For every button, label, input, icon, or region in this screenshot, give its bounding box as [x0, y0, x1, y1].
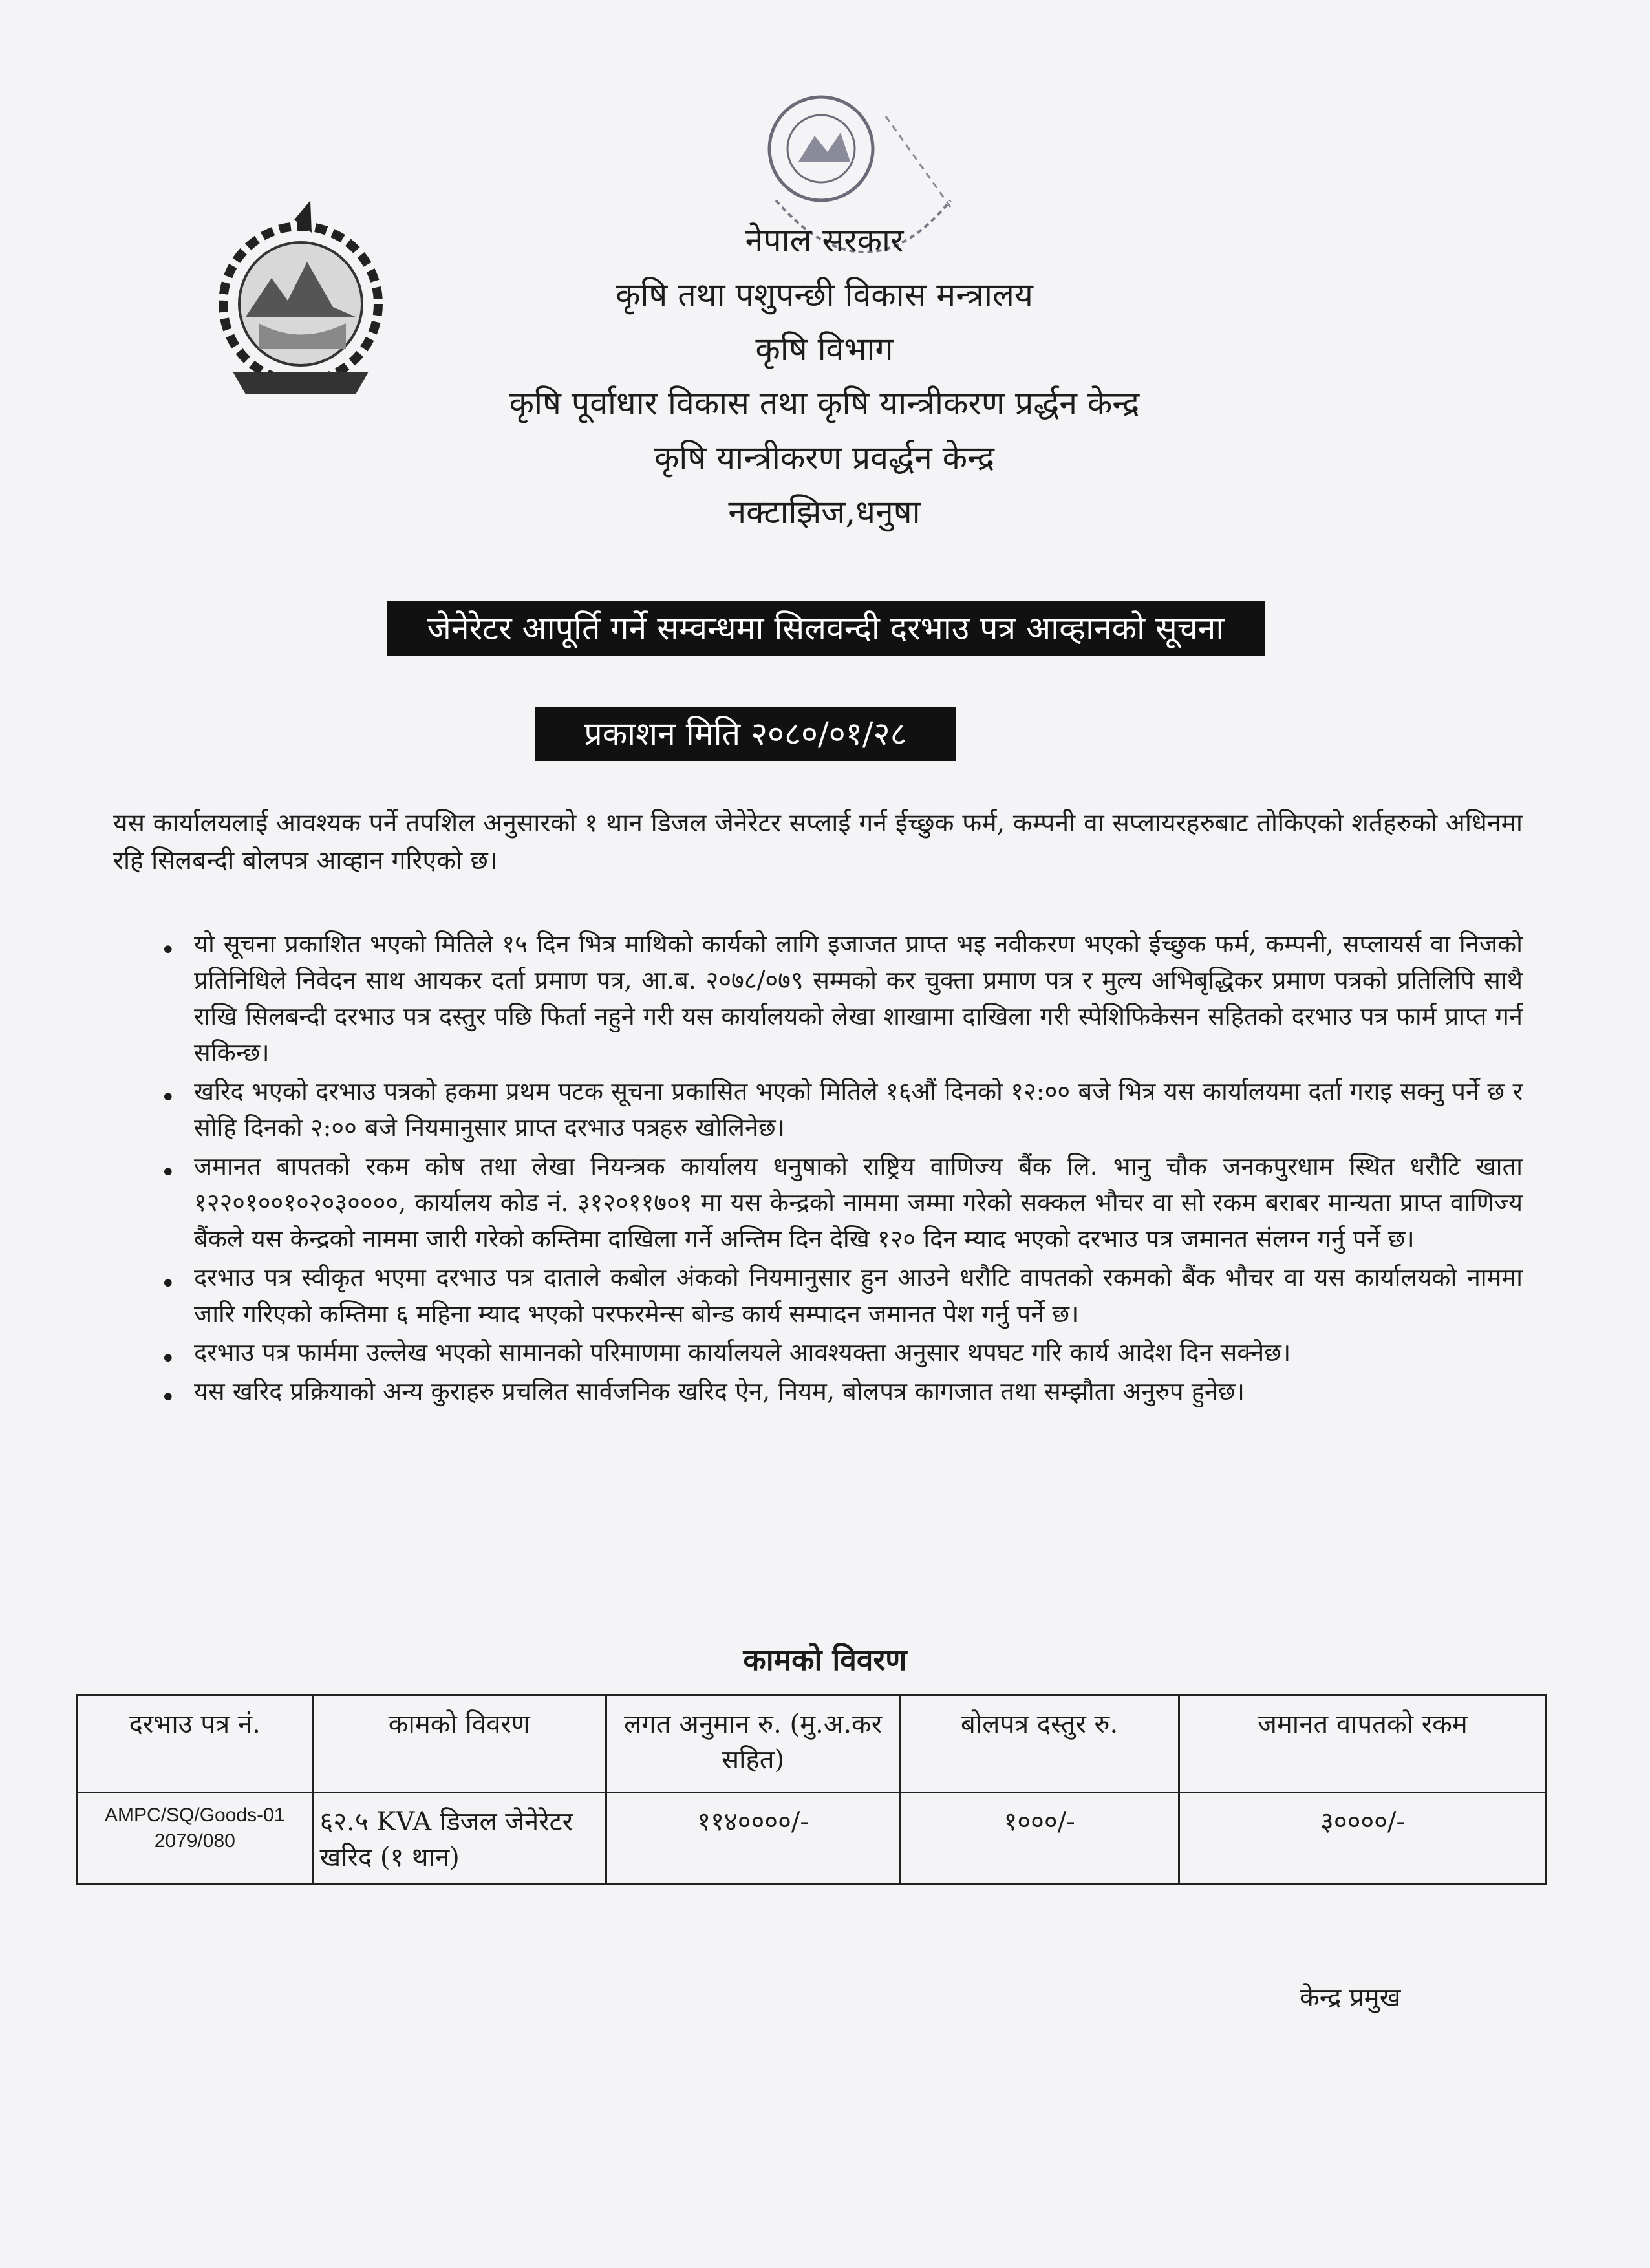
column-header-security: जमानत वापतको रकम — [1179, 1695, 1546, 1793]
signature-title: केन्द्र प्रमुख — [1300, 1983, 1401, 2013]
center-name: कृषि यान्त्रीकरण प्रवर्द्धन केन्द्र — [654, 439, 995, 476]
list-item — [149, 1373, 1523, 1413]
condition-text: दरभाउ पत्र फार्ममा उल्लेख भएको सामानको परिमाणमा कार्यालयले आवश्यक्ता अनुसार थपघट गरि कार्य आदेश दिन सक्नेछ। — [194, 1338, 1291, 1367]
list-item — [149, 926, 1523, 1071]
cell-description: ६२.५ KVA डिजल जेनेरेटर खरिद (१ थान) — [312, 1793, 606, 1884]
condition-text: खरिद भएको दरभाउ पत्रको हकमा प्रथम पटक सूचना प्रकासित भएको मितिले १६औं दिनको १२:०० बजे भित्र यस कार्यालयमा दर्ता गराइ सक्नु पर्ने छ र सोहि दिनको २:०० बजे नियमानुसार प्राप्त दरभाउ पत्रहरु खोलिनेछ। — [194, 1077, 1523, 1142]
cell-fee: १०००/- — [900, 1793, 1179, 1884]
office-header — [453, 213, 1196, 539]
column-header-fee: बोलपत्र दस्तुर रु. — [900, 1695, 1179, 1793]
office-location: नक्टाझिज,धनुषा — [728, 493, 921, 531]
condition-text: दरभाउ पत्र स्वीकृत भएमा दरभाउ पत्र दाताले कबोल अंकको नियमानुसार हुन आउने धरौटि वापतको रकमको बैंक भौचर वा यस कार्यालयको नाममा जारि गरिएको कम्तिमा ६ महिना म्याद भएको परफरमेन्स बोन्ड कार्य सम्पादन जमानत पेश गर्नु पर्ने छ। — [194, 1263, 1523, 1328]
cell-ref: AMPC/SQ/Goods-01 2079/080 — [78, 1793, 313, 1884]
center-full-name: कृषि पूर्वाधार विकास तथा कृषि यान्त्रीकरण प्रर्द्धन केन्द्र — [509, 385, 1140, 422]
department-name: कृषि विभाग — [755, 330, 894, 368]
condition-text: जमानत बापतको रकम कोष तथा लेखा नियन्त्रक कार्यालय धनुषाको राष्ट्रिय वाणिज्य बैंक लि. भानु चौक जनकपुरधाम स्थित धरौटि खाता १२२०१००१०२०३००००, कार्यालय कोड नं. ३१२०११७०१ मा यस केन्द्रको नाममा जम्मा गरेको सक्कल भौचर वा सो रकम बराबर मान्यता प्राप्त वाणिज्य बैंकले यस केन्द्रको नाममा जारी गरेको कम्तिमा दाखिला गर्ने अन्तिम दिन देखि १२० दिन म्याद भएको दरभाउ पत्र जमानत संलग्न गर्नु पर्ने छ। — [194, 1152, 1523, 1253]
government-name: नेपाल सरकार — [745, 222, 904, 259]
nepal-government-emblem-icon — [194, 194, 407, 407]
column-header-description: कामको विवरण — [312, 1695, 606, 1793]
intro-paragraph: यस कार्यालयलाई आवश्यक पर्ने तपशिल अनुसारको १ थान डिजल जेनेरेटर सप्लाई गर्न ईच्छुक फर्म, कम्पनी वा सप्लायरहरुबाट तोकिएको शर्तहरुको अधिनमा रहि सिलबन्दी बोलपत्र आव्हान गरिएको छ। — [113, 809, 1523, 875]
bullet-icon: • — [160, 1344, 176, 1374]
list-item — [149, 1148, 1523, 1257]
bullet-icon: • — [160, 1383, 176, 1413]
ministry-name: कृषि तथा पशुपन्छी विकास मन्त्रालय — [616, 276, 1033, 314]
notice-title: जेनेरेटर आपूर्ति गर्ने सम्वन्धमा सिलवन्दी दरभाउ पत्र आव्हानको सूचना — [387, 601, 1265, 656]
cell-estimate: ११४००००/- — [606, 1793, 899, 1884]
list-item — [149, 1259, 1523, 1332]
table-row — [78, 1793, 1547, 1884]
publication-date: प्रकाशन मिति २०८०/०१/२८ — [535, 707, 956, 761]
conditions-list — [149, 926, 1523, 1412]
bullet-icon: • — [160, 1158, 176, 1188]
work-heading: कामको विवरण — [743, 1642, 907, 1677]
bullet-icon: • — [160, 936, 176, 965]
list-item — [149, 1334, 1523, 1374]
column-header-ref: दरभाउ पत्र नं. — [78, 1695, 313, 1793]
bullet-icon: • — [160, 1083, 176, 1113]
column-header-estimate: लगत अनुमान रु. (मु.अ.कर सहित) — [606, 1695, 899, 1793]
list-item — [149, 1073, 1523, 1146]
condition-text: यो सूचना प्रकाशित भएको मितिले १५ दिन भित्र माथिको कार्यको लागि इजाजत प्राप्त भइ नवीकरण भएको ईच्छुक फर्म, कम्पनी, सप्लायर्स वा निजको प्रतिनिधिले निवेदन साथ आयकर दर्ता प्रमाण पत्र, आ.ब. २०७८/०७९ सम्मको कर चुक्ता प्रमाण पत्र र मुल्य अभिबृद्धिकर प्रमाण पत्रको प्रतिलिपि साथै राखि सिलबन्दी दरभाउ पत्र दस्तुर पछि फिर्ता नहुने गरी यस कार्यालयको लेखा शाखामा दाखिला गरी स्पेशिफिकेसन सहितको दरभाउ पत्र फार्म प्राप्त गर्न सकिन्छ। — [194, 930, 1523, 1067]
condition-text: यस खरिद प्रक्रियाको अन्य कुराहरु प्रचलित सार्वजनिक खरिद ऐन, नियम, बोलपत्र कागजात तथा सम्झौता अनुरुप हुनेछ। — [194, 1377, 1245, 1406]
work-table — [76, 1694, 1547, 1885]
table-header-row — [78, 1695, 1547, 1793]
bullet-icon: • — [160, 1269, 176, 1299]
cell-security: ३००००/- — [1179, 1793, 1546, 1884]
